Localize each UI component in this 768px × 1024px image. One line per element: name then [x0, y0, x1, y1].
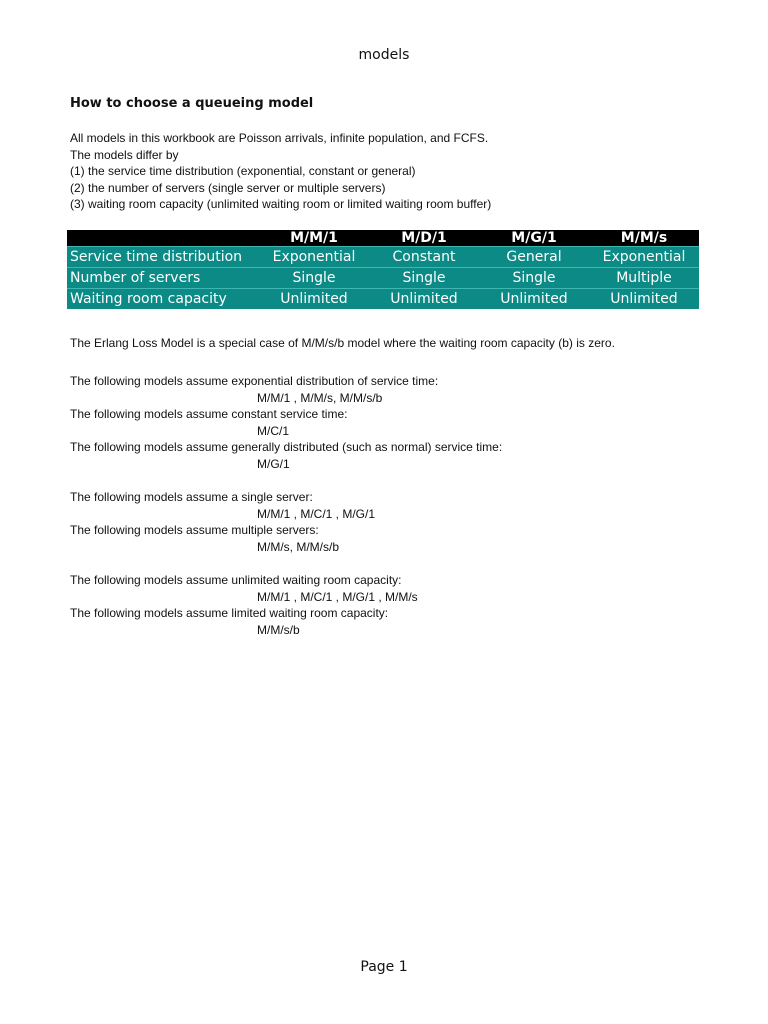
model-list: M/M/1 , M/C/1 , M/G/1	[257, 506, 376, 521]
intro-line: (3) waiting room capacity (unlimited waiting room or limited waiting room buffer)	[70, 197, 492, 212]
model-list: M/C/1	[257, 423, 290, 438]
table-row	[67, 289, 699, 310]
model-list: M/M/s, M/M/s/b	[257, 539, 339, 554]
assumption-text: The following models assume generally distributed (such as normal) service time:	[70, 440, 503, 455]
table-row	[67, 268, 699, 289]
table-cell: Single	[259, 268, 369, 289]
table-row-label: Service time distribution	[67, 247, 259, 268]
sheet-name-header: models	[358, 47, 410, 63]
model-comparison-table	[67, 230, 699, 309]
table-header-cell: M/M/1	[290, 230, 338, 246]
page-title: How to choose a queueing model	[70, 96, 314, 111]
table-cell: Multiple	[589, 268, 699, 289]
table-cell: Unlimited	[259, 289, 369, 310]
service-time-group	[70, 373, 502, 473]
assumption-text: The following models assume exponential distribution of service time:	[70, 374, 439, 388]
model-list: M/G/1	[257, 456, 290, 471]
table-row-label: Number of servers	[67, 268, 259, 289]
model-list: M/M/1 , M/C/1 , M/G/1 , M/M/s	[257, 589, 418, 604]
table-cell: Constant	[369, 247, 479, 268]
model-list: M/M/1 , M/M/s, M/M/s/b	[257, 390, 383, 405]
page-footer: Page 1	[360, 959, 408, 975]
assumption-text: The following models assume multiple servers:	[70, 523, 319, 538]
table-header-cell: M/M/s	[620, 230, 668, 246]
erlang-note: The Erlang Loss Model is a special case of M/M/s/b model where the waiting room capacity (b) is zero.	[70, 336, 615, 350]
intro-line: All models in this workbook are Poisson arrivals, infinite population, and FCFS.	[70, 131, 489, 145]
model-assumption-groups	[70, 373, 502, 655]
table-row-label: Waiting room capacity	[67, 289, 259, 310]
table-header-cell: M/D/1	[401, 230, 447, 246]
table-cell: Unlimited	[369, 289, 479, 310]
intro-line: (1) the service time distribution (exponential, constant or general)	[70, 164, 416, 179]
table-header-row	[67, 230, 699, 247]
intro-line: The models differ by	[70, 147, 179, 162]
table-cell: Unlimited	[479, 289, 589, 310]
capacity-group	[70, 572, 502, 638]
table-header-cell	[67, 230, 259, 247]
servers-group	[70, 489, 502, 555]
assumption-text: The following models assume a single server:	[70, 490, 313, 505]
table-cell: Unlimited	[589, 289, 699, 310]
table-row	[67, 247, 699, 268]
table-header-cell: M/G/1	[511, 230, 557, 246]
table-cell: Exponential	[259, 247, 369, 268]
intro-line: (2) the number of servers (single server or multiple servers)	[70, 180, 386, 195]
table-cell: Single	[479, 268, 589, 289]
table-cell: General	[479, 247, 589, 268]
model-list: M/M/s/b	[257, 622, 300, 637]
table-cell: Exponential	[589, 247, 699, 268]
intro-text	[70, 130, 491, 213]
assumption-text: The following models assume unlimited waiting room capacity:	[70, 573, 402, 588]
assumption-text: The following models assume limited waiting room capacity:	[70, 606, 389, 621]
table-cell: Single	[369, 268, 479, 289]
assumption-text: The following models assume constant service time:	[70, 407, 348, 422]
